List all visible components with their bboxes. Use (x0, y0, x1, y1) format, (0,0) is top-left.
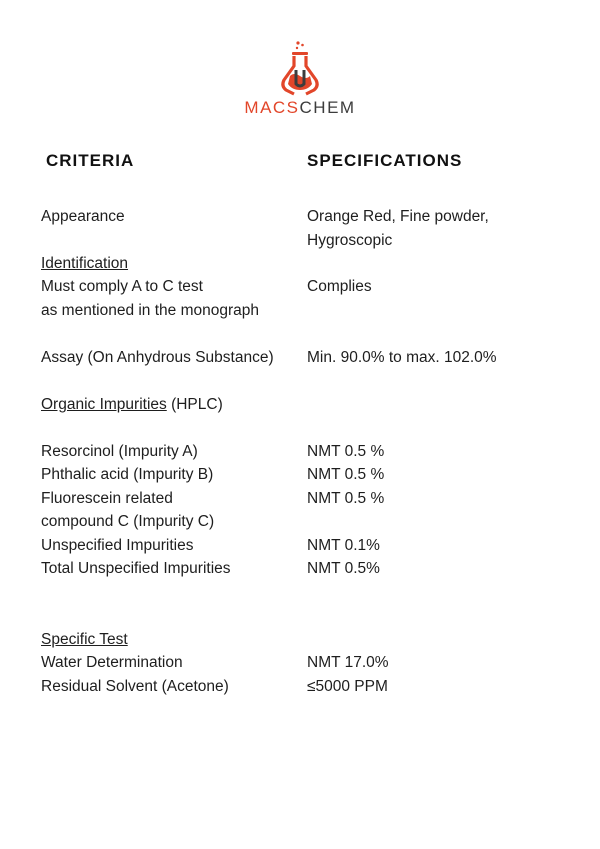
identification-criteria-line1: Must comply A to C test (41, 278, 203, 295)
specifications-header: SPECIFICATIONS (307, 151, 463, 170)
company-logo (0, 40, 600, 118)
residual-solvent-criteria: Residual Solvent (Acetone) (41, 678, 229, 695)
appearance-criteria: Appearance (41, 208, 125, 225)
organic-impurities-heading-suffix: (HPLC) (166, 396, 223, 413)
criteria-header: CRITERIA (46, 151, 135, 170)
impurity-b-criteria: Phthalic acid (Impurity B) (41, 466, 214, 483)
appearance-spec-line2: Hygroscopic (307, 232, 393, 249)
identification-heading: Identification (41, 255, 129, 272)
brand-name (0, 98, 600, 118)
impurity-c-criteria-line1: Fluorescein related (41, 490, 173, 507)
specific-test-heading: Specific Test (41, 631, 128, 648)
unspecified-impurities-spec: NMT 0.1% (307, 537, 380, 554)
total-unspecified-criteria: Total Unspecified Impurities (41, 560, 231, 577)
unspecified-impurities-criteria: Unspecified Impurities (41, 537, 194, 554)
residual-solvent-spec: ≤5000 PPM (307, 678, 388, 695)
flask-logo-icon (278, 40, 322, 96)
assay-spec: Min. 90.0% to max. 102.0% (307, 349, 497, 366)
impurity-c-spec: NMT 0.5 % (307, 490, 385, 507)
appearance-spec-line1: Orange Red, Fine powder, (307, 208, 489, 225)
impurity-b-spec: NMT 0.5 % (307, 466, 385, 483)
impurity-c-criteria-line2: compound C (Impurity C) (41, 513, 215, 530)
impurity-a-criteria: Resorcinol (Impurity A) (41, 443, 198, 460)
organic-impurities-heading (41, 393, 223, 416)
identification-criteria-line2: as mentioned in the monograph (41, 302, 260, 319)
total-unspecified-spec: NMT 0.5% (307, 560, 380, 577)
brand-name-part2: CHEM (299, 98, 356, 117)
identification-spec: Complies (307, 278, 372, 295)
water-determination-spec: NMT 17.0% (307, 654, 389, 671)
brand-name-part1: MACS (244, 98, 300, 117)
organic-impurities-heading-text: Organic Impurities (41, 396, 167, 413)
impurity-a-spec: NMT 0.5 % (307, 443, 385, 460)
assay-criteria: Assay (On Anhydrous Substance) (41, 349, 274, 366)
water-determination-criteria: Water Determination (41, 654, 183, 671)
